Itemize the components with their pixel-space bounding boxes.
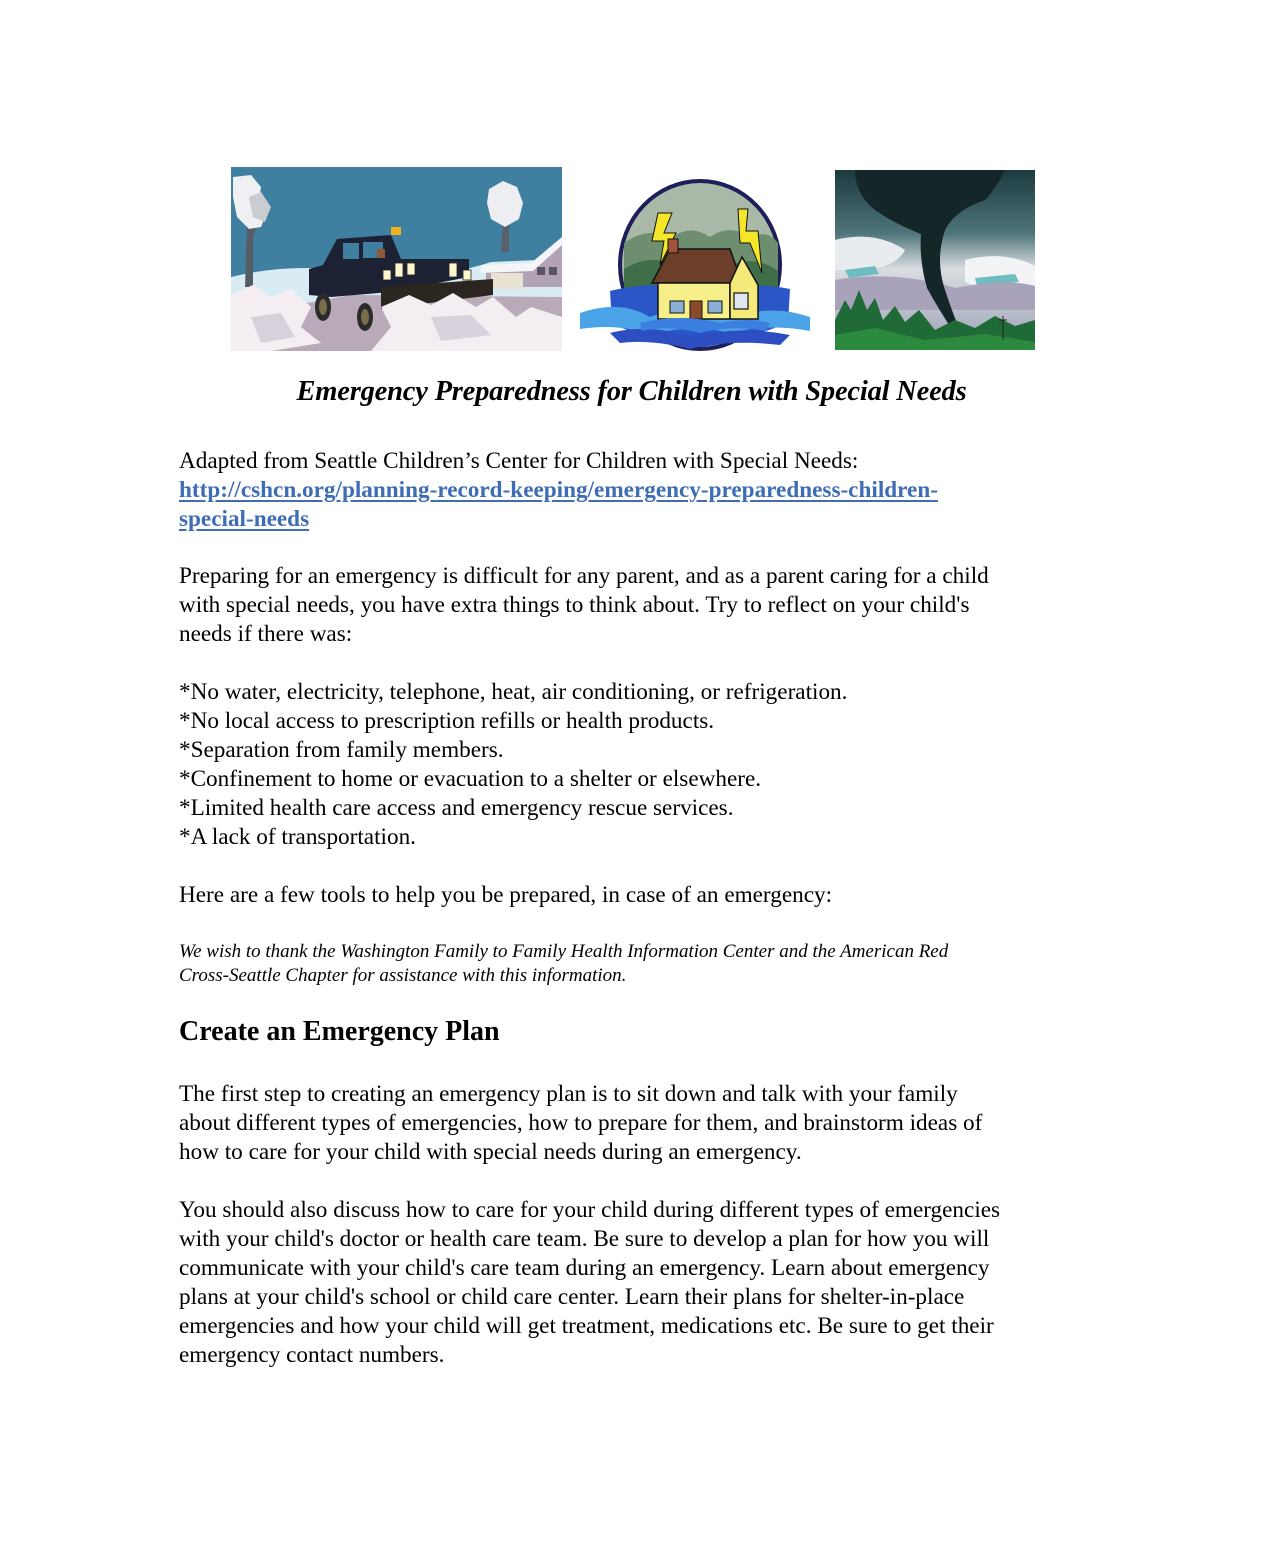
intro-line: needs if there was: — [179, 621, 353, 647]
source-attribution — [179, 447, 1079, 534]
intro-paragraph — [179, 562, 1079, 649]
list-item: *No local access to prescription refills or health products. — [179, 708, 715, 734]
plan-paragraph-1 — [179, 1080, 1079, 1167]
page-title: Emergency Preparedness for Children with Special Needs — [296, 376, 967, 407]
paragraph-line: how to care for your child with special needs during an emergency. — [179, 1139, 802, 1165]
intro-line: Preparing for an emergency is difficult for any parent, and as a parent caring for a child — [179, 563, 989, 589]
tools-intro: Here are a few tools to help you be prepared, in case of an emergency: — [179, 882, 833, 908]
plan-paragraph-2 — [179, 1196, 1079, 1370]
list-item: *No water, electricity, telephone, heat, air conditioning, or refrigeration. — [179, 679, 848, 705]
needs-list — [179, 678, 1079, 852]
paragraph-line: plans at your child's school or child care center. Learn their plans for shelter-in-place — [179, 1284, 965, 1310]
header-images — [0, 166, 1263, 356]
paragraph-line: emergency contact numbers. — [179, 1342, 445, 1368]
paragraph-line: about different types of emergencies, how to prepare for them, and brainstorm ideas of — [179, 1110, 983, 1136]
section-heading: Create an Emergency Plan — [179, 1016, 500, 1047]
list-item: *Limited health care access and emergency rescue services. — [179, 795, 734, 821]
paragraph-line: communicate with your child's care team during an emergency. Learn about emergency — [179, 1255, 990, 1281]
intro-line: with special needs, you have extra things to think about. Try to reflect on your child's — [179, 592, 970, 618]
acknowledgement-line: Cross-Seattle Chapter for assistance with this information. — [179, 965, 627, 986]
acknowledgement — [179, 940, 1079, 988]
source-link[interactable]: http://cshcn.org/planning-record-keeping/emergency-preparedness-children- — [179, 477, 938, 503]
paragraph-line: You should also discuss how to care for your child during different types of emergencies — [179, 1197, 1001, 1223]
flooded-house-image — [580, 173, 810, 353]
list-item: *Confinement to home or evacuation to a shelter or elsewhere. — [179, 766, 762, 792]
list-item: *A lack of transportation. — [179, 824, 416, 850]
paragraph-line: The first step to creating an emergency plan is to sit down and talk with your family — [179, 1081, 958, 1107]
source-intro: Adapted from Seattle Children’s Center for Children with Special Needs: — [179, 448, 859, 474]
acknowledgement-line: We wish to thank the Washington Family to Family Health Information Center and the American Red — [179, 941, 949, 962]
source-link-continued[interactable]: special-needs — [179, 506, 310, 532]
paragraph-line: emergencies and how your child will get treatment, medications etc. Be sure to get their — [179, 1313, 994, 1339]
paragraph-line: with your child's doctor or health care team. Be sure to develop a plan for how you will — [179, 1226, 990, 1252]
snowplow-truck-image — [231, 167, 562, 351]
list-item: *Separation from family members. — [179, 737, 504, 763]
tornado-image — [835, 170, 1035, 350]
